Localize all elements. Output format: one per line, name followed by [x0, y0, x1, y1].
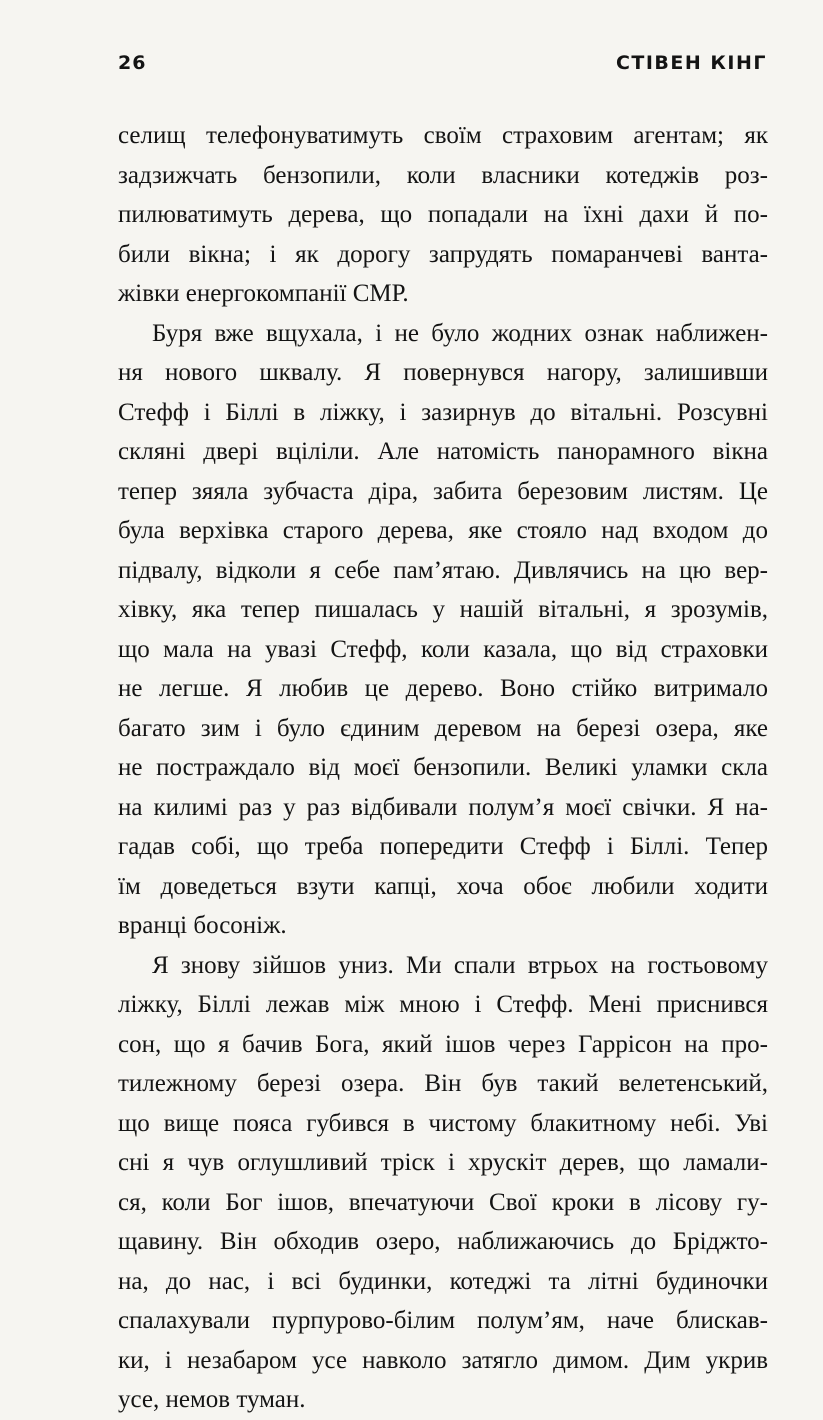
text-line: їм доведеться взути капці, хоча обоє любили ходити — [118, 872, 768, 900]
text-line: не постраждало від моєї бензопили. Великі уламки скла — [118, 754, 768, 781]
text-line: пилюватимуть дерева, що попадали на їхні дахи й по- — [118, 201, 768, 228]
paragraph — [118, 946, 768, 1420]
text-line: на килимі раз у раз відбивали полум’я моєї свічки. Я на- — [118, 793, 768, 821]
page-header — [118, 52, 767, 82]
text-line: гадав собі, що треба попередити Стефф і Біллі. Тепер — [118, 833, 768, 860]
text-line: жівки енергокомпанії СМР. — [118, 280, 409, 307]
text-line: не легше. Я любив це дерево. Воно стійко витримало — [118, 675, 768, 702]
text-line: що вище пояса губився в чистому блакитному небі. Уві — [118, 1109, 768, 1137]
text-line: Я знову зійшов униз. Ми спали втрьох на гостьовому — [152, 951, 768, 979]
text-line: багато зим і було єдиним деревом на березі озера, яке — [118, 714, 768, 742]
text-line: били вікна; і як дорогу запрудять помаранчеві ванта- — [118, 240, 768, 268]
text-line: скляні двері вціліли. Але натомість панорамного вікна — [118, 438, 768, 465]
paragraph — [118, 314, 768, 946]
text-line: хівку, яка тепер пишалась у нашій вітальні, я зрозумів, — [118, 596, 768, 623]
page-number: 26 — [118, 52, 147, 74]
text-line: сні я чув оглушливий тріск і хрускіт дерев, що ламали- — [118, 1149, 768, 1176]
text-line: усе, немов туман. — [118, 1386, 306, 1413]
text-line: ліжку, Біллі лежав між мною і Стефф. Мені приснився — [118, 991, 768, 1018]
text-line: сон, що я бачив Бога, який ішов через Гаррісон на про- — [118, 1030, 768, 1058]
text-line: Стефф і Біллі в ліжку, і зазирнув до вітальні. Розсувні — [118, 398, 768, 426]
text-line: задзижчать бензопили, коли власники котеджів роз- — [118, 161, 768, 189]
text-line: підвалу, відколи я себе пам’ятаю. Дивлячись на цю вер- — [118, 556, 768, 584]
text-line: ся, коли Бог ішов, впечатуючи Свої кроки в лісову гу- — [118, 1188, 768, 1216]
text-line: спалахували пурпурово-білим полум’ям, наче блискав- — [118, 1307, 768, 1334]
text-line: ня нового шквалу. Я повернувся нагору, залишивши — [118, 359, 768, 386]
text-line: ки, і незабаром усе навколо затягло димом. Дим укрив — [118, 1346, 768, 1374]
text-line: тепер зяяла зубчаста діра, забита березовим листям. Це — [118, 477, 768, 505]
text-line: була верхівка старого дерева, яке стояло над входом до — [118, 517, 768, 544]
text-line: селищ телефонуватимуть своїм страховим агентам; як — [118, 122, 768, 149]
running-head-author: СТІВЕН КІНГ — [615, 52, 767, 74]
text-line: щавину. Він обходив озеро, наближаючись до Бріджто- — [118, 1228, 768, 1255]
text-line: на, до нас, і всі будинки, котеджі та літні будиночки — [118, 1267, 768, 1295]
text-line: вранці босоніж. — [118, 912, 287, 939]
paragraph — [118, 116, 768, 314]
text-line: тилежному березі озера. Він був такий велетенський, — [118, 1070, 768, 1097]
text-line: Буря вже вщухала, і не було жодних ознак наближен- — [152, 319, 768, 347]
text-line: що мала на увазі Стефф, коли казала, що від страховки — [118, 635, 768, 663]
body-text — [118, 116, 768, 1420]
